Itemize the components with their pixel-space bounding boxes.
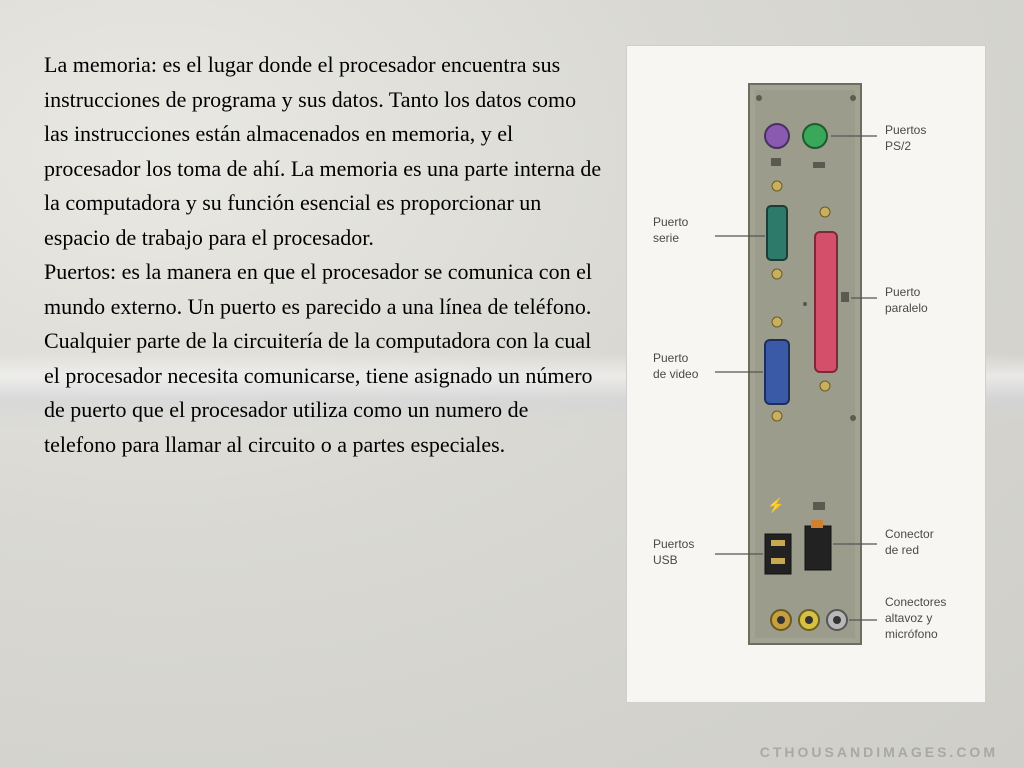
video-screw xyxy=(772,317,782,327)
label-audio-line3: micrófono xyxy=(885,627,938,641)
label-audio-line1: Conectores xyxy=(885,595,947,609)
video-screw xyxy=(772,411,782,421)
audio-jack-3-hole xyxy=(833,616,841,624)
label-serie-line2: serie xyxy=(653,231,680,245)
label-usb-line1: Puertos xyxy=(653,537,695,551)
ps2-mouse-glyph xyxy=(813,162,825,168)
label-ps2-line1: Puertos xyxy=(885,123,927,137)
screw-hole xyxy=(850,95,856,101)
label-usb-line2: USB xyxy=(653,553,678,567)
slide-text-block xyxy=(44,48,604,462)
label-serie-line1: Puerto xyxy=(653,215,689,229)
parallel-glyph xyxy=(841,292,849,302)
network-led xyxy=(811,520,823,528)
label-video-line2: de video xyxy=(653,367,699,381)
ps2-keyboard-glyph xyxy=(771,158,781,166)
serial-port xyxy=(767,206,787,260)
ports-figure xyxy=(626,45,986,703)
usb-port-2 xyxy=(771,558,785,564)
puertos-paragraph: Puertos: es la manera en que el procesador se comunica con el mundo externo. Un puerto es parecido a una línea de teléfono. Cualquier parte de la circuitería de la computadora con la cual el procesador necesita comunicarse, tiene asignado un número de puerto que el procesador utiliza como un numero de telefono para llamar al circuito o a partes especiales. xyxy=(44,259,593,457)
screw-hole xyxy=(803,302,807,306)
label-paralelo-line2: paralelo xyxy=(885,301,928,315)
screw-hole xyxy=(850,415,856,421)
screw-hole xyxy=(756,95,762,101)
memoria-paragraph: La memoria: es el lugar donde el procesador encuentra sus instrucciones de programa y sus datos. Tanto los datos como las instrucciones están almacenados en memoria, y el procesador los toma de ahí. La memoria es una parte interna de la computadora y su función esencial es proporcionar un espacio de trabajo para el procesador. xyxy=(44,52,602,250)
usb-port-1 xyxy=(771,540,785,546)
ps2-keyboard-port xyxy=(765,124,789,148)
back-panel-diagram xyxy=(627,46,985,702)
label-paralelo-line1: Puerto xyxy=(885,285,921,299)
audio-jack-2-hole xyxy=(805,616,813,624)
ps2-mouse-port xyxy=(803,124,827,148)
network-glyph xyxy=(813,502,825,510)
label-audio-line2: altavoz y xyxy=(885,611,933,625)
serial-screw xyxy=(772,181,782,191)
parallel-screw xyxy=(820,207,830,217)
label-red-line2: de red xyxy=(885,543,920,557)
label-ps2-line2: PS/2 xyxy=(885,139,912,153)
network-connector xyxy=(805,526,831,570)
parallel-port xyxy=(815,232,837,372)
serial-screw xyxy=(772,269,782,279)
label-red-line1: Conector xyxy=(885,527,934,541)
video-port xyxy=(765,340,789,404)
audio-jack-1-hole xyxy=(777,616,785,624)
parallel-screw xyxy=(820,381,830,391)
label-video-line1: Puerto xyxy=(653,351,689,365)
watermark: CTHOUSANDIMAGES.COM xyxy=(759,744,998,760)
usb-glyph: ⚡ xyxy=(767,499,785,514)
